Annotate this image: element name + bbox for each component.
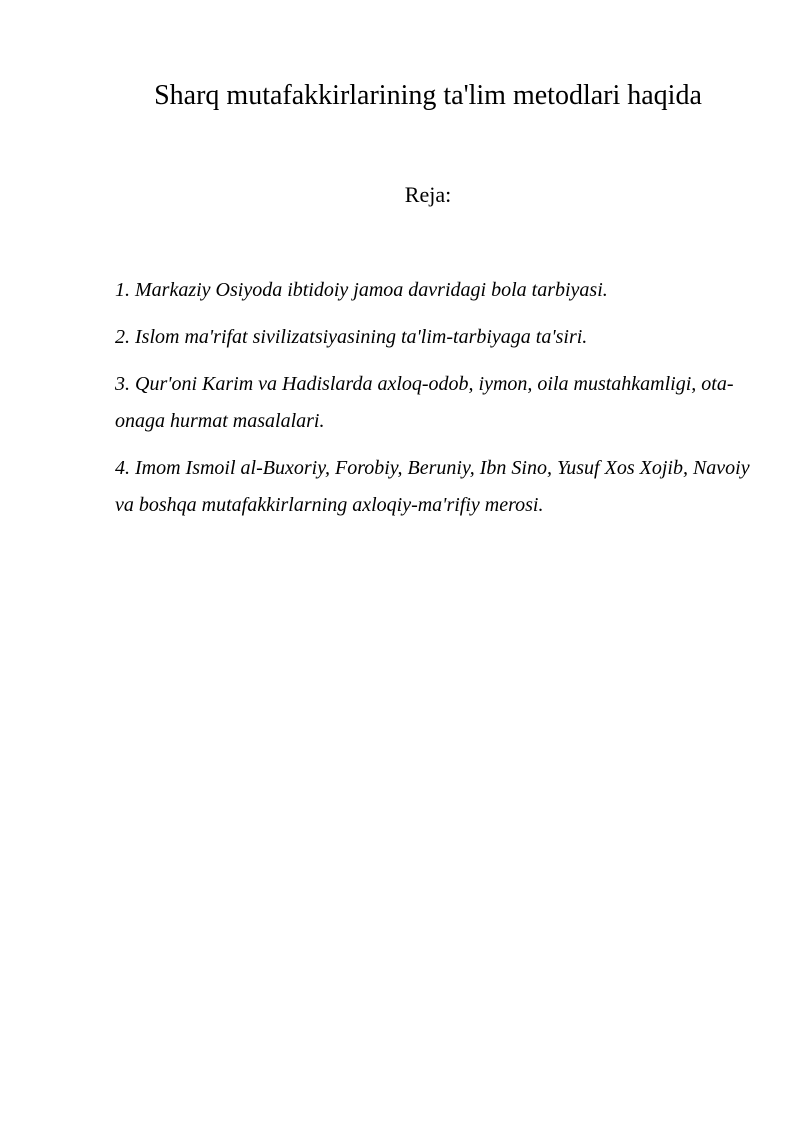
plan-item-2: 2. Islom ma'rifat sivilizatsiyasining ta'lim-tarbiyaga ta'siri. [115, 326, 588, 348]
document-title: Sharq mutafakkirlarining ta'lim metodlari haqida [154, 80, 702, 111]
plan-list [115, 272, 755, 534]
plan-heading: Reja: [404, 182, 452, 207]
plan-item-1: 1. Markaziy Osiyoda ibtidoiy jamoa davridagi bola tarbiyasi. [115, 279, 608, 301]
plan-item-4: 4. Imom Ismoil al-Buxoriy, Forobiy, Beruniy, Ibn Sino, Yusuf Xos Xojib, Navoiy va boshqa mutafakkirlarning axloqiy-ma'rifiy merosi. [115, 457, 750, 516]
plan-item-3: 3. Qur'oni Karim va Hadislarda axloq-odob, iymon, oila mustahkamligi, ota-onaga hurmat masalalari. [115, 373, 734, 432]
